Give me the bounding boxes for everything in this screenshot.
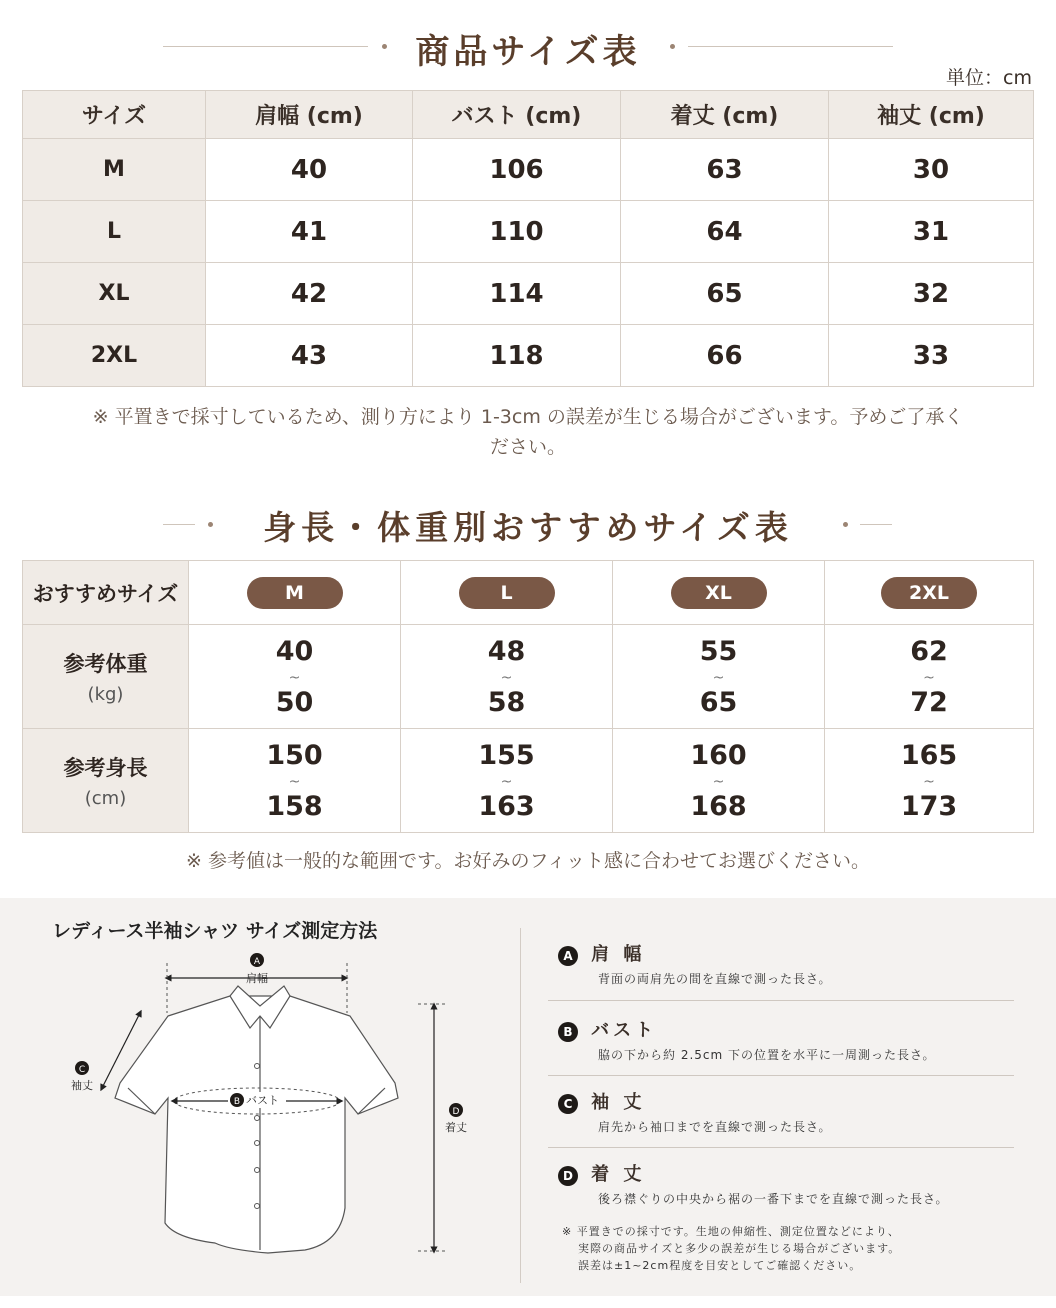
size-table xyxy=(22,90,1034,387)
table-cell: 33 xyxy=(829,325,1034,387)
marker-c-letter: C xyxy=(78,1065,86,1075)
header-size: サイズ xyxy=(23,91,206,139)
marker-a-letter: A xyxy=(253,957,261,967)
marker-b-letter: B xyxy=(233,1097,241,1107)
table-row xyxy=(23,201,1034,263)
size-pill-cell xyxy=(613,561,825,625)
unit-label: 単位：cm xyxy=(946,67,1032,89)
letter-d-icon: D xyxy=(558,1166,578,1186)
guide-title: レディース半袖シャツ サイズ測定方法 xyxy=(52,920,378,942)
table-cell: 41 xyxy=(206,201,413,263)
measure-item-sleeve xyxy=(558,1088,832,1134)
weight-range xyxy=(189,625,401,729)
range-max: 158 xyxy=(266,790,323,822)
height-range xyxy=(613,729,825,833)
range-max: 65 xyxy=(699,686,738,718)
measure-item-bust xyxy=(558,1016,936,1062)
item-description: 肩先から袖口までを直線で測った長さ。 xyxy=(598,1120,832,1134)
item-divider xyxy=(548,1075,1014,1076)
size-cell: 2XL xyxy=(23,325,206,387)
table-cell: 66 xyxy=(621,325,829,387)
weight-label: 参考体重 xyxy=(63,652,148,676)
size-pill: XL xyxy=(671,577,767,609)
item-description: 後ろ襟ぐりの中央から裾の一番下までを直線で測った長さ。 xyxy=(598,1192,949,1206)
marker-b-text: バスト xyxy=(246,1094,279,1107)
range-tilde: ~ xyxy=(923,773,935,790)
fine-print xyxy=(562,1223,900,1274)
measurement-guide-panel xyxy=(0,898,1056,1296)
measure-item-length xyxy=(558,1160,949,1206)
size-pill-cell xyxy=(189,561,401,625)
range-max: 168 xyxy=(690,790,747,822)
height-unit: (cm) xyxy=(84,788,127,809)
size-pill-cell xyxy=(825,561,1034,625)
shirt-diagram xyxy=(40,938,540,1308)
letter-c-icon: C xyxy=(558,1094,578,1114)
weight-label-cell xyxy=(23,625,189,729)
header-bust: バスト (cm) xyxy=(413,91,621,139)
height-label-cell xyxy=(23,729,189,833)
table-row xyxy=(23,263,1034,325)
item-description: 脇の下から約 2.5cm 下の位置を水平に一周測った長さ。 xyxy=(598,1048,936,1062)
recommend-note: ※ 参考値は一般的な範囲です。お好みのフィット感に合わせてお選びください。 xyxy=(186,850,870,872)
item-divider xyxy=(548,1000,1014,1001)
range-max: 173 xyxy=(900,790,958,822)
range-min: 160 xyxy=(690,739,747,771)
header-sleeve: 袖丈 (cm) xyxy=(829,91,1034,139)
item-name: 袖 丈 xyxy=(591,1092,646,1113)
size-chart-note xyxy=(40,402,1016,462)
note-line: ※ 平置きで採寸しているため、測り方により 1-3cm の誤差が生じる場合がございます。予めご了承く xyxy=(92,406,964,428)
table-cell: 40 xyxy=(206,139,413,201)
fine-print-line: 実際の商品サイズと多少の誤差が生じる場合がございます。 xyxy=(578,1242,901,1255)
range-max: 163 xyxy=(478,790,535,822)
range-tilde: ~ xyxy=(712,669,725,686)
table-cell: 32 xyxy=(829,263,1034,325)
fine-print-line: ※ 平置きでの採寸です。生地の伸縮性、測定位置などにより、 xyxy=(562,1225,900,1238)
range-max: 72 xyxy=(910,686,948,718)
range-tilde: ~ xyxy=(288,773,301,790)
height-label: 参考身長 xyxy=(63,756,148,780)
table-cell: 63 xyxy=(621,139,829,201)
weight-range xyxy=(825,625,1034,729)
item-divider xyxy=(548,1147,1014,1148)
table-cell: 114 xyxy=(413,263,621,325)
shirt-outline xyxy=(115,986,398,1253)
size-pill-cell xyxy=(401,561,613,625)
header-length: 着丈 (cm) xyxy=(621,91,829,139)
recommend-size-label: おすすめサイズ xyxy=(23,561,189,625)
range-min: 165 xyxy=(900,739,958,771)
size-pill: M xyxy=(247,577,343,609)
height-range xyxy=(401,729,613,833)
size-chart-title: 商品サイズ表 xyxy=(0,24,1056,73)
table-cell: 42 xyxy=(206,263,413,325)
vertical-divider xyxy=(520,928,521,1283)
marker-d-text: 着丈 xyxy=(445,1121,467,1134)
note-line: ださい。 xyxy=(489,436,566,458)
marker-d-letter: D xyxy=(452,1107,460,1117)
height-range xyxy=(825,729,1034,833)
range-tilde: ~ xyxy=(923,669,935,686)
table-cell: 43 xyxy=(206,325,413,387)
measure-item-shoulder xyxy=(558,940,832,986)
item-name: バスト xyxy=(591,1020,658,1041)
range-tilde: ~ xyxy=(500,773,513,790)
size-cell: L xyxy=(23,201,206,263)
item-description: 背面の両肩先の間を直線で測った長さ。 xyxy=(598,972,832,986)
range-min: 155 xyxy=(478,739,535,771)
height-range xyxy=(189,729,401,833)
table-cell: 106 xyxy=(413,139,621,201)
recommend-table xyxy=(22,560,1034,833)
range-max: 58 xyxy=(487,686,526,718)
weight-unit: (kg) xyxy=(87,684,124,705)
range-tilde: ~ xyxy=(288,669,301,686)
range-tilde: ~ xyxy=(500,669,513,686)
size-pill: L xyxy=(459,577,555,609)
fine-print-line: 誤差は±1~2cm程度を目安としてご確認ください。 xyxy=(578,1259,862,1272)
marker-a-text: 肩幅 xyxy=(246,972,268,985)
marker-c-text: 袖丈 xyxy=(71,1079,93,1092)
weight-range xyxy=(401,625,613,729)
table-cell: 64 xyxy=(621,201,829,263)
table-cell: 118 xyxy=(413,325,621,387)
letter-b-icon: B xyxy=(558,1022,578,1042)
range-min: 62 xyxy=(910,635,948,667)
table-row xyxy=(23,729,1034,833)
table-cell: 30 xyxy=(829,139,1034,201)
range-min: 150 xyxy=(266,739,323,771)
letter-a-icon: A xyxy=(558,946,578,966)
item-name: 着 丈 xyxy=(591,1164,646,1185)
table-cell: 31 xyxy=(829,201,1034,263)
range-min: 55 xyxy=(699,635,738,667)
table-cell: 110 xyxy=(413,201,621,263)
range-tilde: ~ xyxy=(712,773,725,790)
size-cell: XL xyxy=(23,263,206,325)
table-row xyxy=(23,561,1034,625)
weight-range xyxy=(613,625,825,729)
table-cell: 65 xyxy=(621,263,829,325)
recommend-chart-title: 身長・体重別おすすめサイズ表 xyxy=(0,502,1056,549)
item-name: 肩 幅 xyxy=(591,944,646,965)
table-row xyxy=(23,625,1034,729)
range-min: 48 xyxy=(487,635,526,667)
range-min: 40 xyxy=(275,635,314,667)
table-row xyxy=(23,139,1034,201)
size-pill: 2XL xyxy=(881,577,977,609)
size-cell: M xyxy=(23,139,206,201)
header-shoulder: 肩幅 (cm) xyxy=(206,91,413,139)
table-header-row xyxy=(23,91,1034,139)
table-row xyxy=(23,325,1034,387)
range-max: 50 xyxy=(275,686,314,718)
